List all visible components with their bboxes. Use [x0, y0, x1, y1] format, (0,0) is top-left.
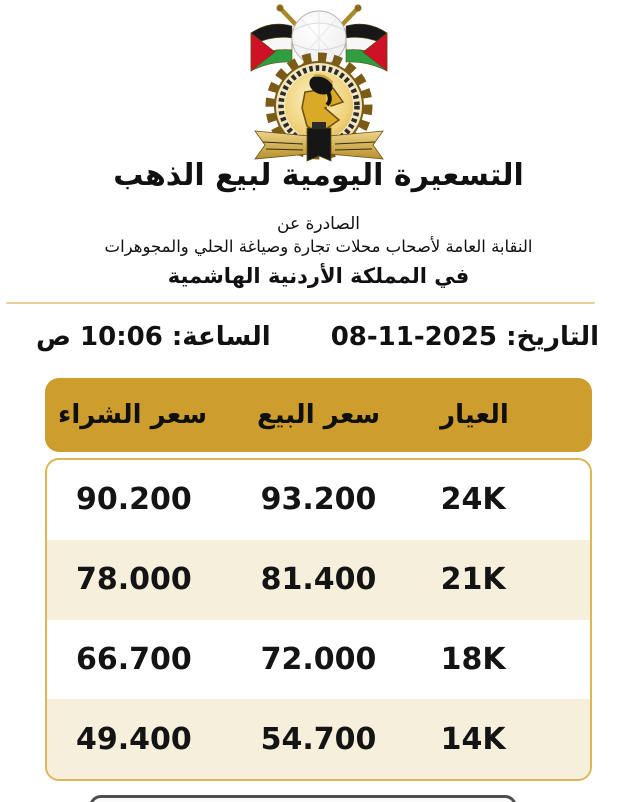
date-group	[331, 322, 599, 352]
table-row-14k	[47, 699, 590, 779]
issuer-name-line: النقابة العامة لأصحاب محلات تجارة وصياغة الحلي والمجوهرات	[104, 237, 533, 256]
syndicate-emblem-icon	[228, 4, 410, 162]
table-row-21k	[47, 540, 590, 620]
sell-price-cell: 54.700	[260, 721, 377, 757]
karat-cell: 24K	[440, 482, 506, 518]
column-header-karat: العيار	[440, 400, 509, 430]
buy-price-cell: 90.200	[76, 482, 192, 518]
buy-price-cell: 49.400	[76, 721, 192, 757]
bottom-button[interactable]	[89, 795, 517, 802]
table-row-18k	[47, 620, 590, 700]
karat-cell: 14K	[440, 721, 506, 757]
date-value: 08-11-2025	[330, 322, 498, 352]
jordan-flag-left-icon	[251, 24, 292, 71]
page-title: التسعيرة اليومية لبيع الذهب	[113, 158, 524, 193]
sell-price-cell: 72.000	[260, 641, 377, 677]
price-table-body	[45, 458, 592, 781]
time-value: 10:06	[80, 322, 163, 352]
logo-container	[0, 4, 637, 162]
time-group	[36, 322, 271, 352]
buy-price-cell: 66.700	[76, 641, 192, 677]
gold-divider	[6, 302, 595, 304]
date-time-row	[36, 322, 599, 352]
buy-price-cell: 78.000	[76, 562, 192, 598]
time-suffix: ص	[36, 322, 71, 352]
sell-price-cell: 93.200	[260, 482, 377, 518]
price-table-header	[45, 378, 592, 452]
column-header-sell-price: سعر البيع	[256, 400, 381, 430]
karat-cell: 18K	[440, 641, 506, 677]
jordan-flag-right-icon	[346, 24, 387, 71]
karat-cell: 21K	[440, 562, 506, 598]
issued-by-line: الصادرة عن	[277, 214, 360, 234]
table-row-24k	[47, 460, 590, 540]
date-label: التاريخ:	[506, 322, 599, 352]
sell-price-cell: 81.400	[260, 562, 377, 598]
column-header-buy-price: سعر الشراء	[58, 400, 208, 430]
time-label: الساعة:	[171, 322, 271, 352]
region-line: في المملكة الأردنية الهاشمية	[167, 264, 470, 288]
